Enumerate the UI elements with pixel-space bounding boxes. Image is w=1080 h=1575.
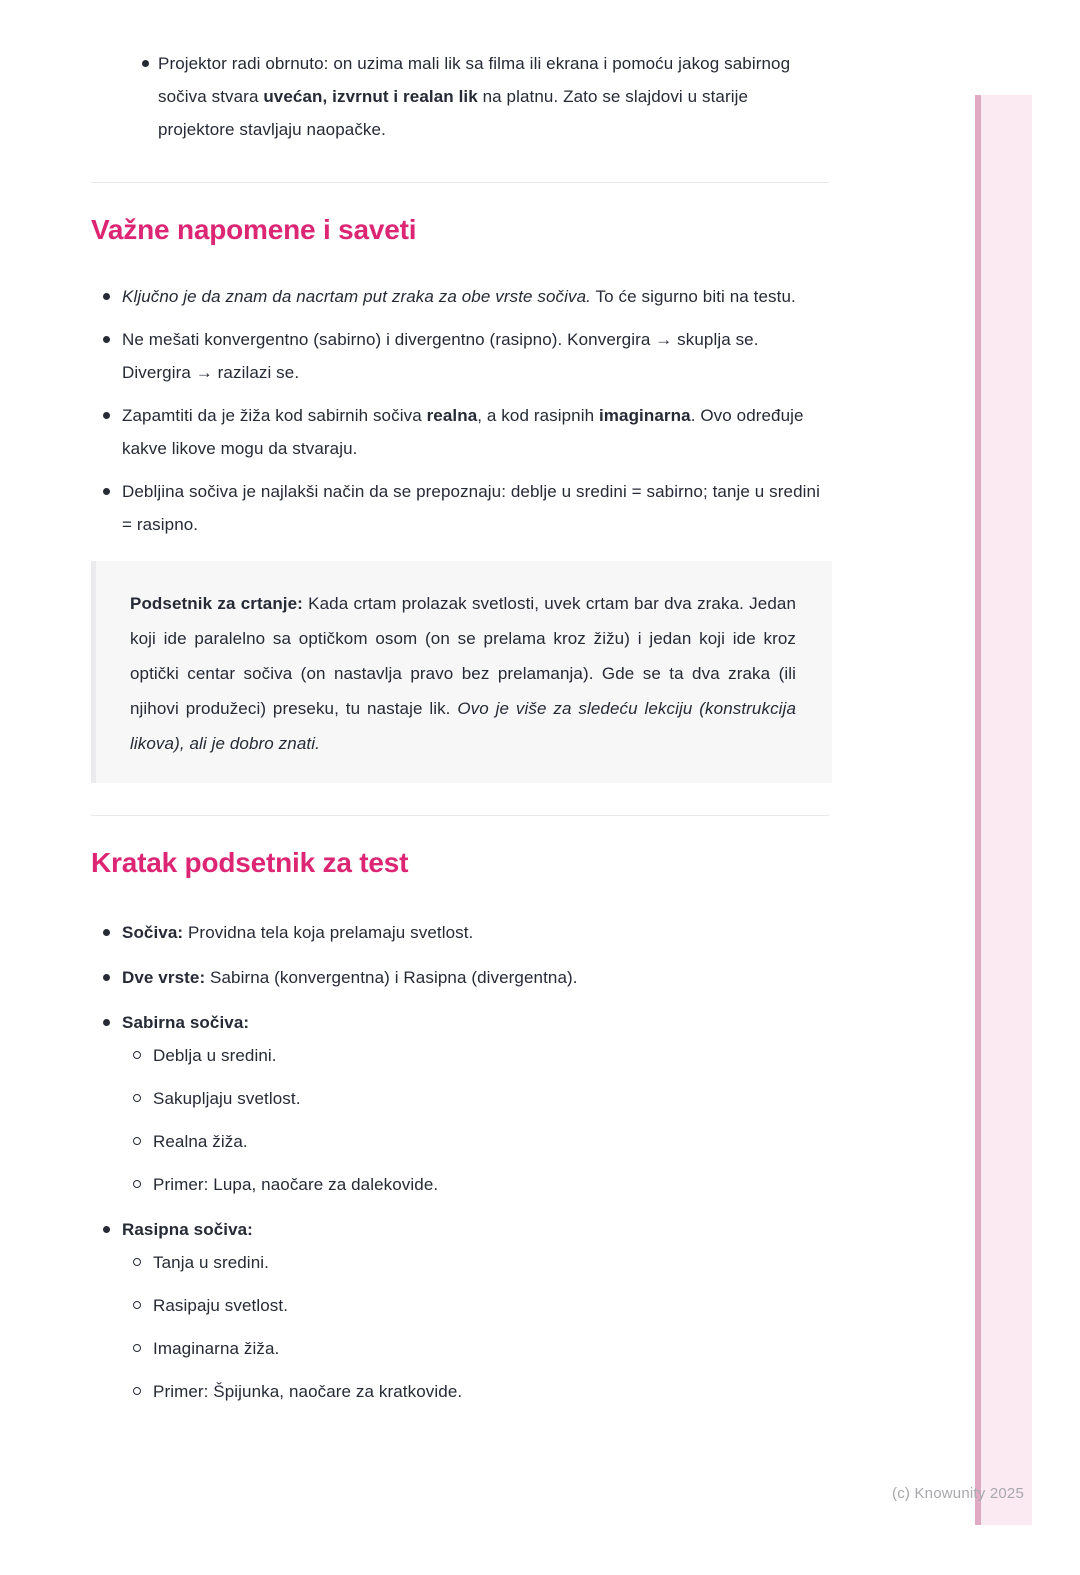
list-item	[91, 1213, 829, 1408]
text-segment: Zapamtiti da je žiža kod sabirnih sočiva	[122, 406, 427, 425]
text-segment: Rasipaju svetlost.	[153, 1296, 289, 1315]
nested-list	[122, 1246, 829, 1408]
nested-list-item	[122, 1289, 829, 1322]
text-segment: imaginarna	[598, 406, 691, 425]
text-segment: Primer: Špijunka, naočare za kratkovide.	[153, 1382, 463, 1401]
text-segment: Podsetnik za crtanje:	[130, 594, 303, 613]
text-segment: na platnu. Zato se slajdovi u starije projektore stavljaju naopačke.	[158, 87, 749, 139]
section-title-important-notes: Važne napomene i saveti	[91, 214, 417, 245]
text-segment: Sočiva:	[122, 923, 184, 942]
list-item	[91, 916, 829, 949]
notes-page-content	[91, 47, 829, 1408]
nested-list	[122, 1039, 829, 1201]
important-notes-list	[91, 280, 829, 541]
list-item	[91, 399, 829, 465]
test-recap-list	[91, 916, 829, 1408]
nested-list-item	[122, 1375, 829, 1408]
text-segment: uvećan, izvrnut i realan lik	[263, 87, 478, 106]
callout-text	[130, 586, 796, 761]
text-segment: Ključno je da znam da nacrtam put zraka za obe vrste sočiva.	[122, 287, 592, 306]
nested-list-item	[122, 1246, 829, 1279]
text-segment: Primer: Lupa, naočare za dalekovide.	[153, 1175, 439, 1194]
text-segment: Kada crtam prolazak svetlosti, uvek crtam bar dva zraka. Jedan koji ide paralelno sa optičkom osom (on se prelama kroz žižu) i jedan koji ide kroz optički centar sočiva (on nastavlja pravo bez prelamanja). Gde se ta dva zraka (ili njihovi produžeci) preseku, tu nastaje lik.	[130, 594, 796, 718]
text-segment: , a kod rasipnih	[477, 406, 599, 425]
text-segment: realna	[426, 406, 478, 425]
text-segment: Sabirna sočiva:	[122, 1013, 250, 1032]
text-segment: Realna žiža.	[153, 1132, 248, 1151]
list-item	[91, 1006, 829, 1201]
drawing-reminder-callout	[91, 561, 832, 783]
nested-list-item	[122, 1125, 829, 1158]
text-segment: Projektor radi obrnuto: on uzima mali lik sa filma ili ekrana i pomoću jakog sabirnog sočiva stvara	[158, 54, 791, 106]
text-segment: Dve vrste:	[122, 968, 206, 987]
text-segment: Tanja u sredini.	[153, 1253, 269, 1272]
nested-list-item	[122, 1168, 829, 1201]
divider	[91, 182, 829, 183]
text-segment: Sabirna (konvergentna) i Rasipna (divergentna).	[205, 968, 578, 987]
list-item	[91, 323, 829, 389]
watermark: (c) Knowunity 2025	[892, 1485, 1025, 1502]
text-segment: Ovo je više za sledeću lekciju (konstrukcija likova), ali je dobro znati.	[130, 699, 796, 753]
nested-list-item	[122, 1332, 829, 1365]
nested-list-item	[122, 1039, 829, 1072]
text-segment: Debljina sočiva je najlakši način da se prepoznaju: deblje u sredini = sabirno; tanje u sredini = rasipno.	[122, 482, 820, 534]
text-segment: Deblja u sredini.	[153, 1046, 277, 1065]
list-item	[91, 475, 829, 541]
page-edge-highlight-bar	[975, 95, 1032, 1525]
list-item	[91, 961, 829, 994]
divider	[91, 815, 829, 816]
intro-bullet-list	[91, 47, 829, 146]
text-segment: . Ovo određuje kakve likove mogu da stvaraju.	[122, 406, 804, 458]
text-segment: Ne mešati konvergentno (sabirno) i divergentno (rasipno). Konvergira → skuplja se. Divergira → razilazi se.	[122, 330, 759, 382]
text-segment: Providna tela koja prelamaju svetlost.	[183, 923, 474, 942]
section-title-test-recap: Kratak podsetnik za test	[91, 847, 409, 878]
list-item	[91, 280, 829, 313]
text-segment: To će sigurno biti na testu.	[591, 287, 796, 306]
list-item	[91, 47, 829, 146]
text-segment: Sakupljaju svetlost.	[153, 1089, 301, 1108]
text-segment: Rasipna sočiva:	[122, 1220, 253, 1239]
nested-list-item	[122, 1082, 829, 1115]
text-segment: Imaginarna žiža.	[153, 1339, 280, 1358]
